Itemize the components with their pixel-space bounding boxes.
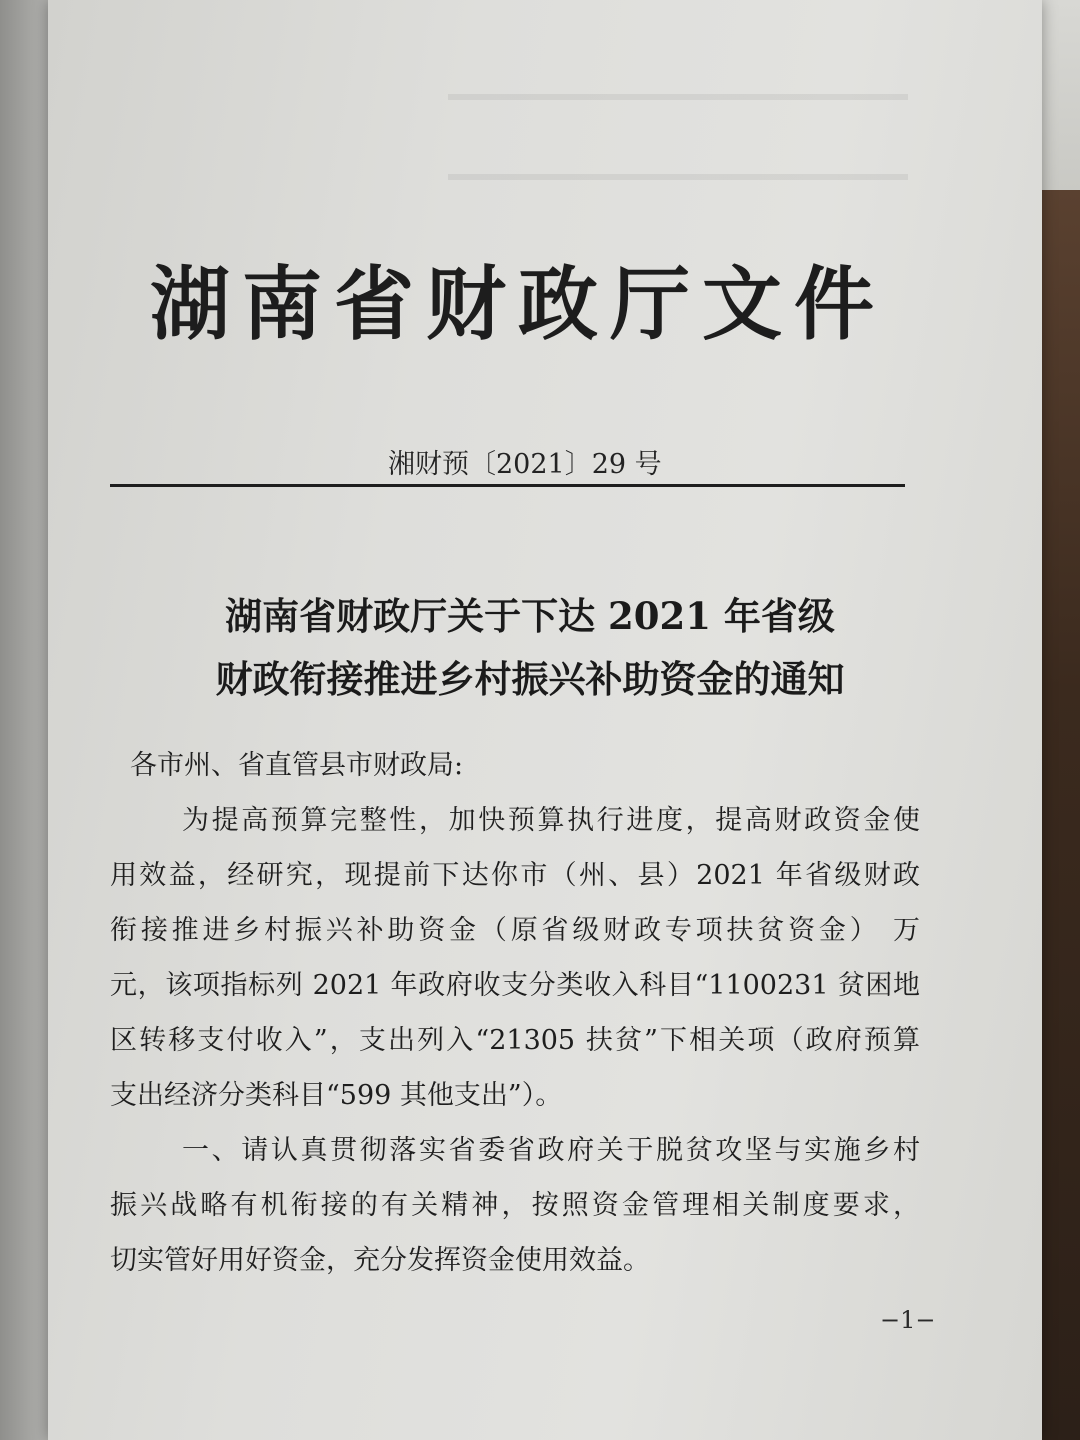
- notice-title-line-2: 财政衔接推进乡村振兴补助资金的通知: [215, 657, 845, 701]
- paragraph-2-line-1: 一、请认真贯彻落实省委省政府关于脱贫攻坚与实施乡村: [182, 1135, 920, 1166]
- paragraph-1-line-4: 元，该项指标列 2021 年政府收支分类收入科目“1100231 贫困地: [110, 970, 920, 1001]
- document-header-title: 湖南省财政厅文件: [150, 257, 886, 351]
- bleed-through-shadow: [448, 60, 908, 220]
- paragraph-2-line-2: 振兴战略有机衔接的有关精神，按照资金管理相关制度要求，: [110, 1190, 920, 1221]
- paragraph-2-line-3: 切实管好用好资金，充分发挥资金使用效益。: [110, 1245, 650, 1276]
- document-number: 湘财预〔2021〕29 号: [388, 449, 662, 480]
- header-divider-line: [110, 484, 905, 487]
- paragraph-1-line-1: 为提高预算完整性，加快预算执行进度，提高财政资金使: [182, 805, 920, 836]
- paragraph-1-line-2: 用效益，经研究，现提前下达你市（州、县）2021 年省级财政: [110, 860, 920, 891]
- paragraph-1-line-3: 衔接推进乡村振兴补助资金（原省级财政专项扶贫资金） 万: [110, 915, 920, 946]
- notice-title-line-1: 湖南省财政厅关于下达 2021 年省级: [225, 594, 835, 638]
- page-number: −1−: [880, 1306, 936, 1334]
- document-body: [110, 738, 920, 1288]
- notice-title: [120, 585, 940, 711]
- salutation: 各市州、省直管县市财政局:: [130, 750, 464, 781]
- paragraph-1-line-5: 区转移支付收入”，支出列入“21305 扶贫”下相关项（政府预算: [110, 1025, 920, 1056]
- paragraph-1-line-6: 支出经济分类科目“599 其他支出”）。: [110, 1080, 563, 1111]
